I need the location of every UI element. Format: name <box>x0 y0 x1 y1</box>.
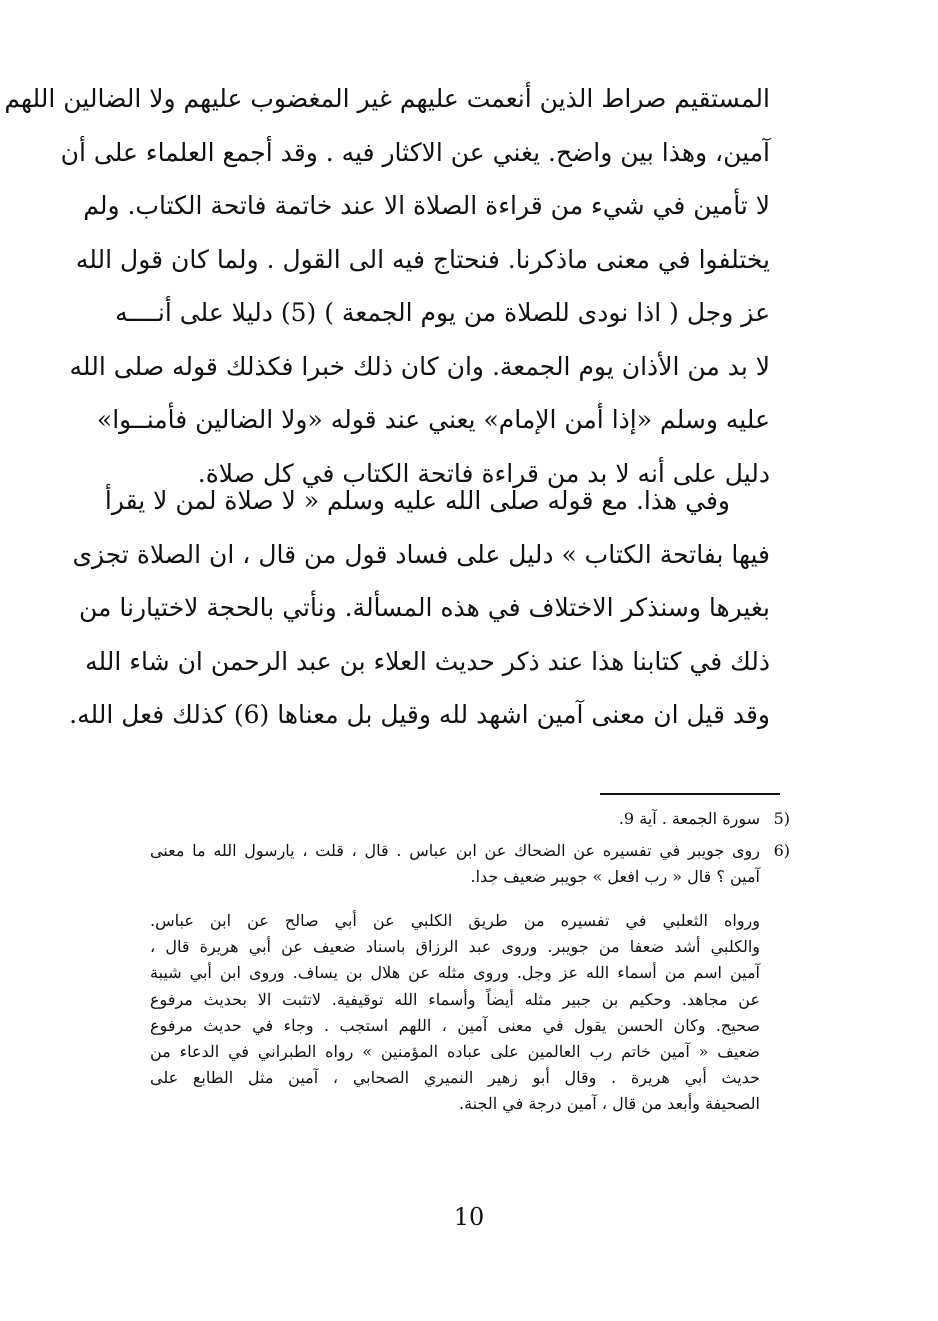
footnote-5 <box>150 806 790 832</box>
page-number: 10 <box>453 1203 485 1231</box>
footnote-line: آمين ؟ قال « رب افعل » جويبر ضعيف جدا. <box>470 866 760 886</box>
footnote-number: 5) <box>773 809 790 828</box>
footnote-divider <box>600 793 780 795</box>
text-line: دليل على أنه لا بد من قراءة فاتحة الكتاب في كل صلاة. <box>197 458 770 488</box>
text-line: عليه وسلم «إذا أمن الإمام» يعني عند قوله «ولا الضالين فأمنــوا» <box>96 405 770 434</box>
text-line: يختلفوا في معنى ماذكرنا. فنحتاج فيه الى القول . ولما كان قول الله <box>75 244 770 274</box>
text-line: لا تأمين في شيء من قراءة الصلاة الا عند خاتمة فاتحة الكتاب. ولم <box>83 191 770 220</box>
text-line: ذلك في كتابنا هذا عند ذكر حديث العلاء بن عبد الرحمن ان شاء الله <box>85 646 770 676</box>
text-line: وفي هذا. مع قوله صلى الله عليه وسلم « لا صلاة لمن لا يقرأ <box>104 486 730 515</box>
footnote-text: سورة الجمعة . آية 9. <box>618 809 760 828</box>
footnote-line: الصحيفة وأبعد من قال ، آمين درجة في الجنة. <box>459 1094 760 1114</box>
footnote-number: 6) <box>773 841 790 860</box>
footnote-line: حديث أبي هريرة . وقال أبو زهير النميري الصحابي ، آمين مثل الطابع على <box>150 1068 760 1088</box>
text-line: المستقيم صراط الذين أنعمت عليهم غير المغضوب عليهم ولا الضالين اللهم <box>4 84 770 113</box>
footnote-6 <box>150 838 790 889</box>
footnote-line: ضعيف « آمين خاتم رب العالمين على عباده المؤمنين » رواه الطبراني في الدعاء من <box>150 1042 760 1062</box>
text-line: لا بد من الأذان يوم الجمعة. وان كان ذلك خبرا فكذلك قوله صلى الله <box>69 351 770 381</box>
text-line: فيها بفاتحة الكتاب » دليل على فساد قول من قال ، ان الصلاة تجزى <box>72 539 770 569</box>
footnote-line: صحيح. وكان الحسن يقول في معنى آمين ، اللهم استجب . وجاء في حديث مرفوع <box>150 1015 761 1035</box>
footnote-line: عن مجاهد. وحكيم بن جبير مثله أيضاً وأسماء الله توقيفية. لاتثبت الا بحديث مرفوع <box>150 989 760 1009</box>
text-line: آمين، وهذا بين واضح. يغني عن الاكثار فيه . وقد أجمع العلماء على أن <box>60 137 770 167</box>
footnote-line: والكلبي أشد ضعفا من جويبر. وروى عبد الرزاق باسناد ضعيف عن أبي هريرة قال ، <box>150 937 760 957</box>
paragraph-2 <box>69 474 770 742</box>
text-line: بغيرها وسنذكر الاختلاف في هذه المسألة. ونأتي بالحجة لاختيارنا من <box>79 593 770 622</box>
footnote-6-continuation <box>150 908 790 1118</box>
text-line: وقد قيل ان معنى آمين اشهد لله وقيل بل معناها (6) كذلك فعل الله. <box>69 700 770 729</box>
text-line: عز وجل ( اذا نودى للصلاة من يوم الجمعة ) (5) دليلا على أنــــه <box>115 298 770 327</box>
footnote-line: روى جويبر في تفسيره عن الضحاك عن ابن عباس . قال ، قلت ، يارسول الله ما معنى <box>150 841 760 860</box>
footnote-line: آمين اسم من أسماء الله عز وجل. وروى مثله عن هلال بن يساف. وروى ابن أبي شيبة <box>150 963 760 983</box>
footnote-line: ورواه الثعلبي في تفسيره من طريق الكلبي عن أبي صالح عن ابن عباس. <box>150 911 760 930</box>
paragraph-1 <box>4 72 770 500</box>
